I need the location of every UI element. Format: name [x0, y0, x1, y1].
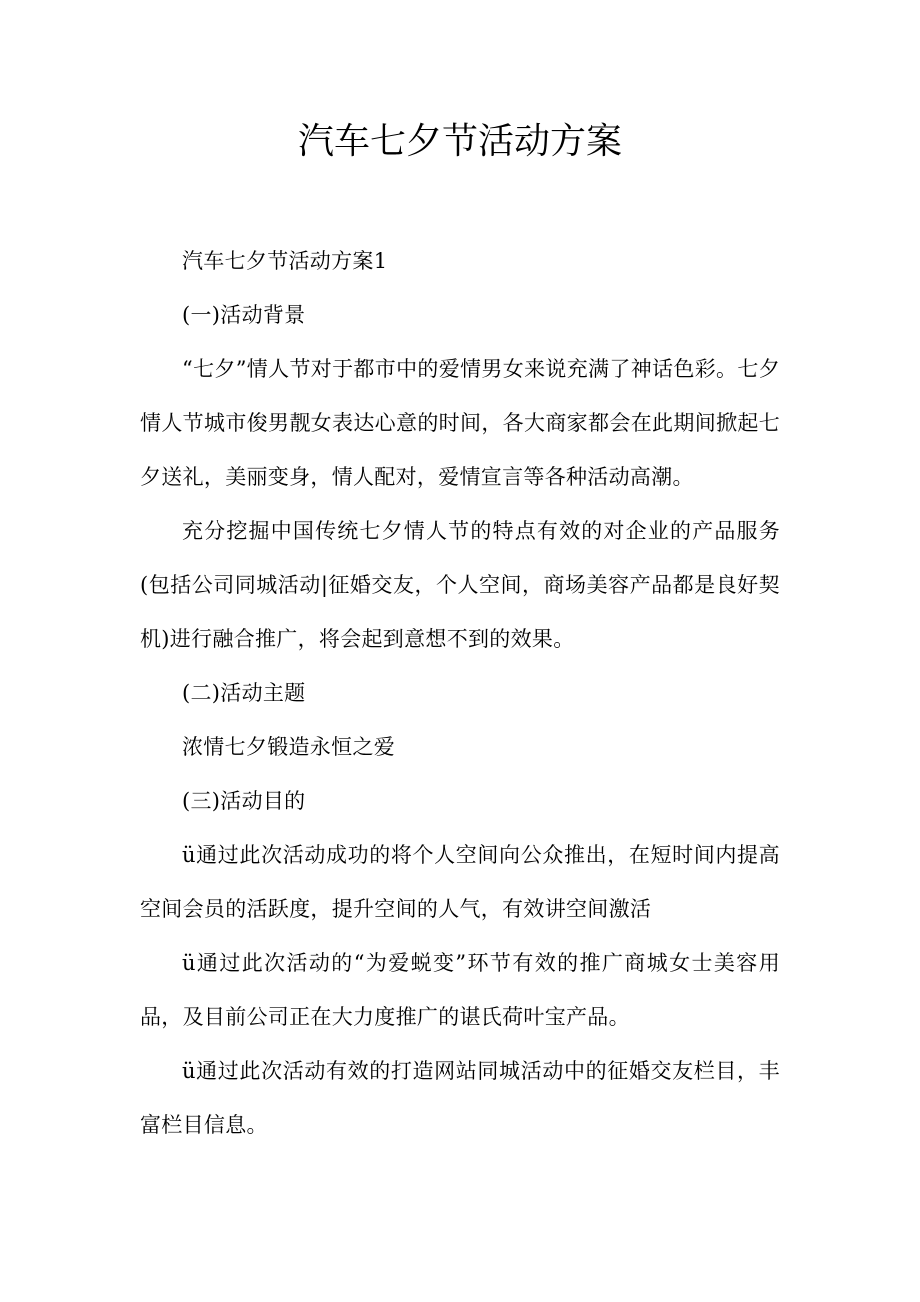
paragraph-purpose-1: ü通过此次活动成功的将个人空间向公众推出，在短时间内提高空间会员的活跃度，提升空间的人气，有效讲空间激活: [140, 843, 780, 921]
document-title: 汽车七夕节活动方案: [297, 121, 622, 162]
paragraph-background: “七夕”情人节对于都市中的爱情男女来说充满了神话色彩。七夕情人节城市俊男靓女表达心意的时间，各大商家都会在此期间掀起七夕送礼，美丽变身，情人配对，爱情宣言等各种活动高潮。: [140, 357, 780, 489]
paragraph-theme: 浓情七夕锻造永恒之爱: [182, 735, 395, 759]
section-heading-plan-1: 汽车七夕节活动方案1: [182, 249, 388, 273]
paragraph-promotion: 充分挖掘中国传统七夕情人节的特点有效的对企业的产品服务(包括公司同城活动|征婚交友，个人空间，商场美容产品都是良好契机)进行融合推广，将会起到意想不到的效果。: [140, 519, 780, 651]
section-heading-theme: (二)活动主题: [182, 681, 306, 705]
section-heading-purpose: (三)活动目的: [182, 789, 306, 813]
paragraph-purpose-2: ü通过此次活动的“为爱蜕变”环节有效的推广商城女士美容用品，及目前公司正在大力度推广的谌氏荷叶宝产品。: [140, 951, 780, 1029]
paragraph-purpose-3: ü通过此次活动有效的打造网站同城活动中的征婚交友栏目，丰富栏目信息。: [140, 1059, 780, 1137]
document-body: [140, 234, 780, 1152]
section-heading-background: (一)活动背景: [182, 303, 306, 327]
